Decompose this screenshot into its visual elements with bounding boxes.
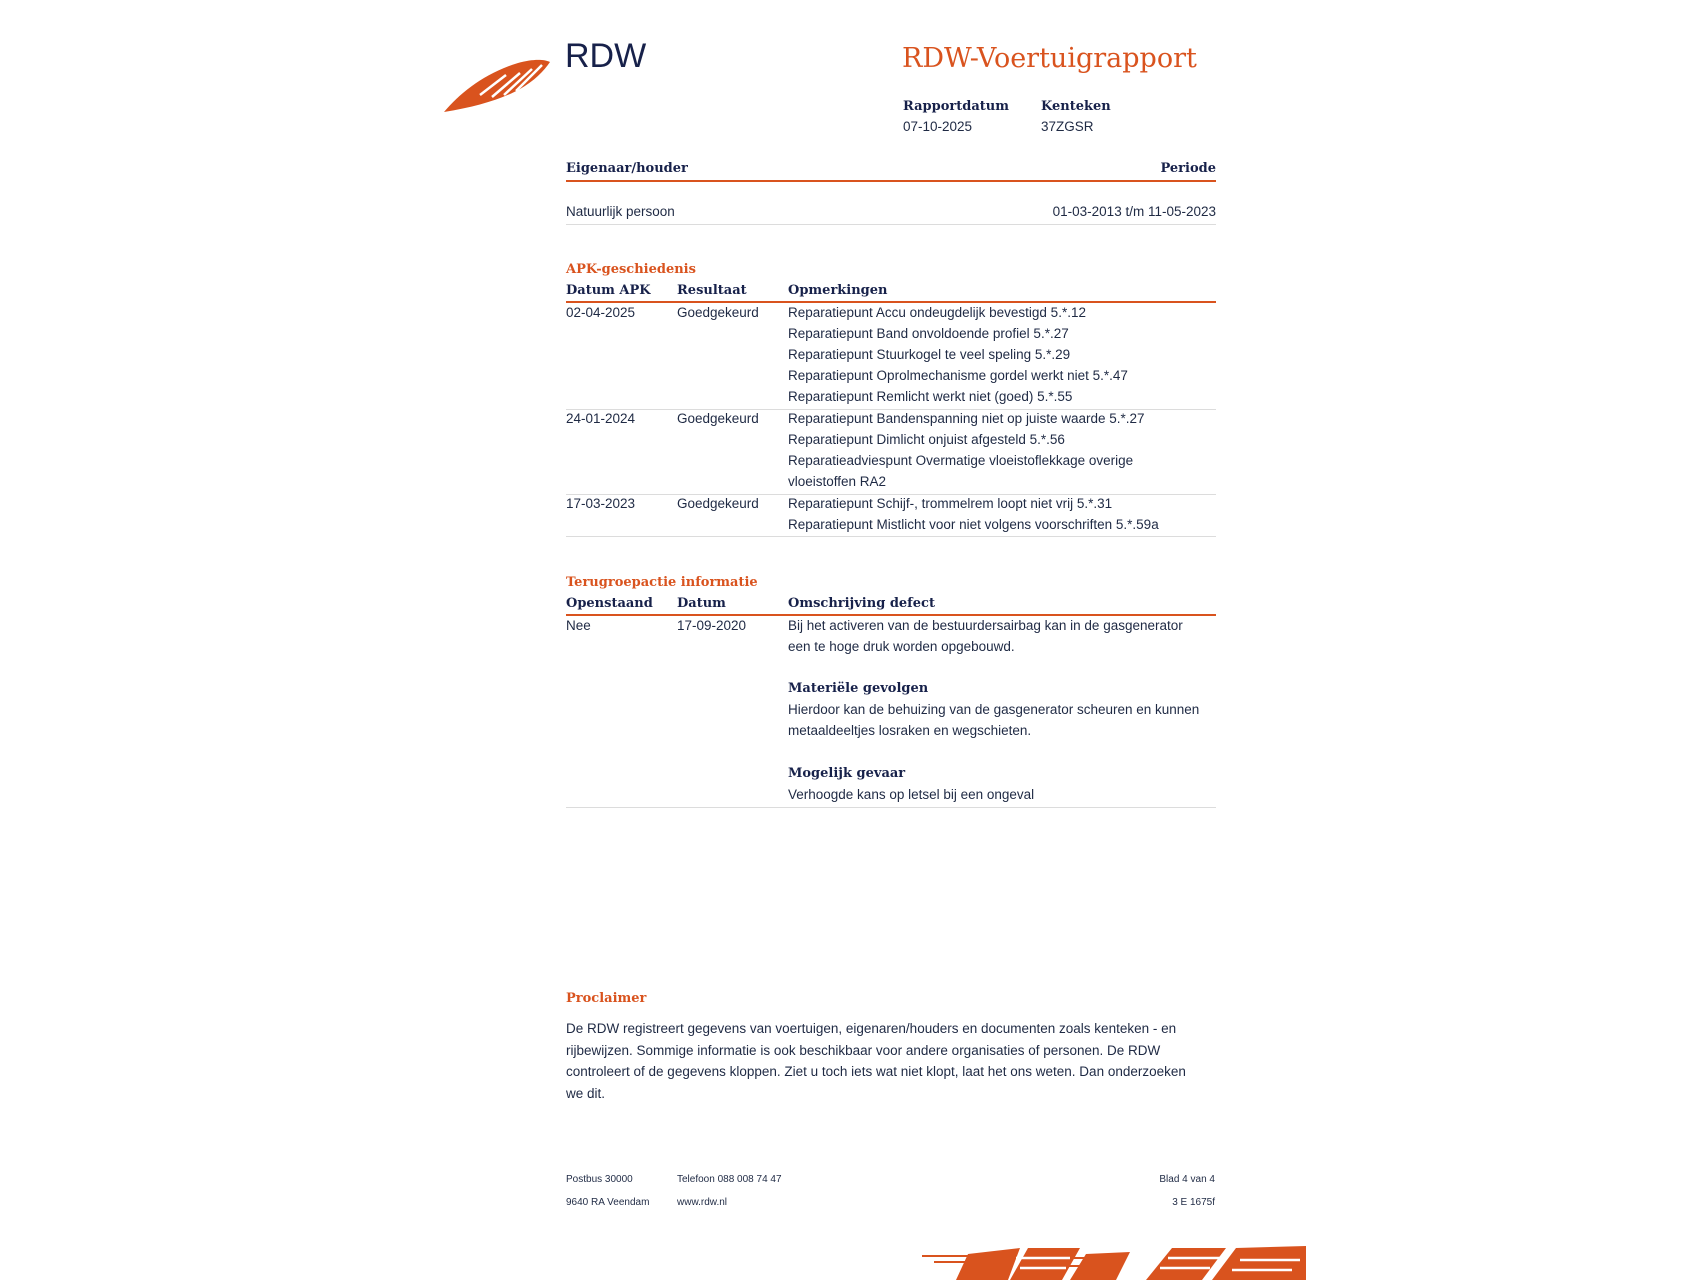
owner-period: 01-03-2013 t/m 11-05-2023	[1052, 204, 1216, 219]
recall-danger-title: Mogelijk gevaar	[788, 766, 906, 781]
recall-desc-line: Bij het activeren van de bestuurdersairbag kan in de gasgenerator	[788, 618, 1183, 633]
recall-col-open: Openstaand	[566, 596, 653, 611]
owner-header-left: Eigenaar/houder	[566, 161, 688, 176]
proclaimer-line: De RDW registreert gegevens van voertuigen, eigenaren/houders en documenten zoals kenteken - en	[566, 1021, 1177, 1036]
apk-col-date: Datum APK	[566, 283, 651, 298]
recall-row-rule	[566, 807, 1216, 808]
apk-row-result: Goedgekeurd	[677, 496, 759, 511]
apk-row-date: 24-01-2024	[566, 411, 636, 426]
kenteken-value: 37ZGSR	[1041, 119, 1094, 134]
recall-section-title: Terugroepactie informatie	[566, 575, 758, 590]
apk-remark: Reparatiepunt Bandenspanning niet op juiste waarde 5.*.27	[788, 411, 1145, 426]
recall-col-date: Datum	[677, 596, 726, 611]
footer-postbus: Postbus 30000	[566, 1174, 633, 1185]
rapportdatum-value: 07-10-2025	[903, 119, 973, 134]
apk-remark: Reparatiepunt Dimlicht onjuist afgesteld 5.*.56	[788, 432, 1065, 447]
apk-remark: Reparatiepunt Oprolmechanisme gordel werkt niet 5.*.47	[788, 368, 1128, 383]
proclaimer-line: rijbewijzen. Sommige informatie is ook beschikbaar voor andere organisaties of personen. De RDW	[566, 1043, 1161, 1058]
footer-code: 3 E 1675f	[1172, 1197, 1215, 1208]
recall-material-line: metaaldeeltjes losraken en wegschieten.	[788, 723, 1032, 738]
apk-row-date: 17-03-2023	[566, 496, 636, 511]
recall-col-desc: Omschrijving defect	[788, 596, 935, 611]
apk-remark: Reparatiepunt Remlicht werkt niet (goed) 5.*.55	[788, 389, 1073, 404]
rapportdatum-label: Rapportdatum	[903, 99, 1009, 114]
apk-row-date: 02-04-2025	[566, 305, 636, 320]
recall-material-title: Materiële gevolgen	[788, 681, 929, 696]
apk-remark: Reparatiepunt Band onvoldoende profiel 5.*.27	[788, 326, 1069, 341]
footer-web: www.rdw.nl	[677, 1197, 728, 1208]
owner-header-right: Periode	[1160, 161, 1216, 176]
owner-type: Natuurlijk persoon	[566, 204, 675, 219]
proclaimer-line: we dit.	[566, 1086, 606, 1101]
apk-row-result: Goedgekeurd	[677, 411, 759, 426]
apk-remark: Reparatiepunt Accu ondeugdelijk bevestigd 5.*.12	[788, 305, 1086, 320]
recall-date: 17-09-2020	[677, 618, 747, 633]
proclaimer-title: Proclaimer	[566, 991, 647, 1006]
owner-header-rule	[566, 180, 1216, 182]
apk-remark: vloeistoffen RA2	[788, 474, 887, 489]
kenteken-label: Kenteken	[1041, 99, 1111, 114]
apk-remark: Reparatiepunt Mistlicht voor niet volgens voorschriften 5.*.59a	[788, 517, 1159, 532]
footer-city: 9640 RA Veendam	[566, 1197, 650, 1208]
apk-remark: Reparatiepunt Schijf-, trommelrem loopt niet vrij 5.*.31	[788, 496, 1113, 511]
apk-col-result: Resultaat	[677, 283, 747, 298]
rdw-feather-logo	[440, 55, 552, 115]
report-title: RDW-Voertuigrapport	[902, 43, 1197, 74]
footer-phone: Telefoon 088 008 74 47	[677, 1174, 782, 1185]
recall-desc-line: een te hoge druk worden opgebouwd.	[788, 639, 1015, 654]
apk-row-result: Goedgekeurd	[677, 305, 759, 320]
recall-open: Nee	[566, 618, 591, 633]
decorative-stripes-graphic	[920, 1244, 1306, 1280]
apk-section-title: APK-geschiedenis	[566, 262, 696, 277]
proclaimer-line: controleert of de gegevens kloppen. Ziet u toch iets wat niet klopt, laat het ons weten. Dan onderzoeken	[566, 1064, 1186, 1079]
recall-material-line: Hierdoor kan de behuizing van de gasgenerator scheuren en kunnen	[788, 702, 1200, 717]
owner-row-rule	[566, 224, 1216, 225]
footer-page: Blad 4 van 4	[1159, 1174, 1215, 1185]
apk-col-remarks: Opmerkingen	[788, 283, 888, 298]
apk-row-rule	[566, 536, 1216, 537]
apk-remark: Reparatieadviespunt Overmatige vloeistoflekkage overige	[788, 453, 1134, 468]
brand-name: RDW	[565, 37, 647, 75]
apk-remark: Reparatiepunt Stuurkogel te veel speling 5.*.29	[788, 347, 1071, 362]
recall-danger-line: Verhoogde kans op letsel bij een ongeval	[788, 787, 1035, 802]
